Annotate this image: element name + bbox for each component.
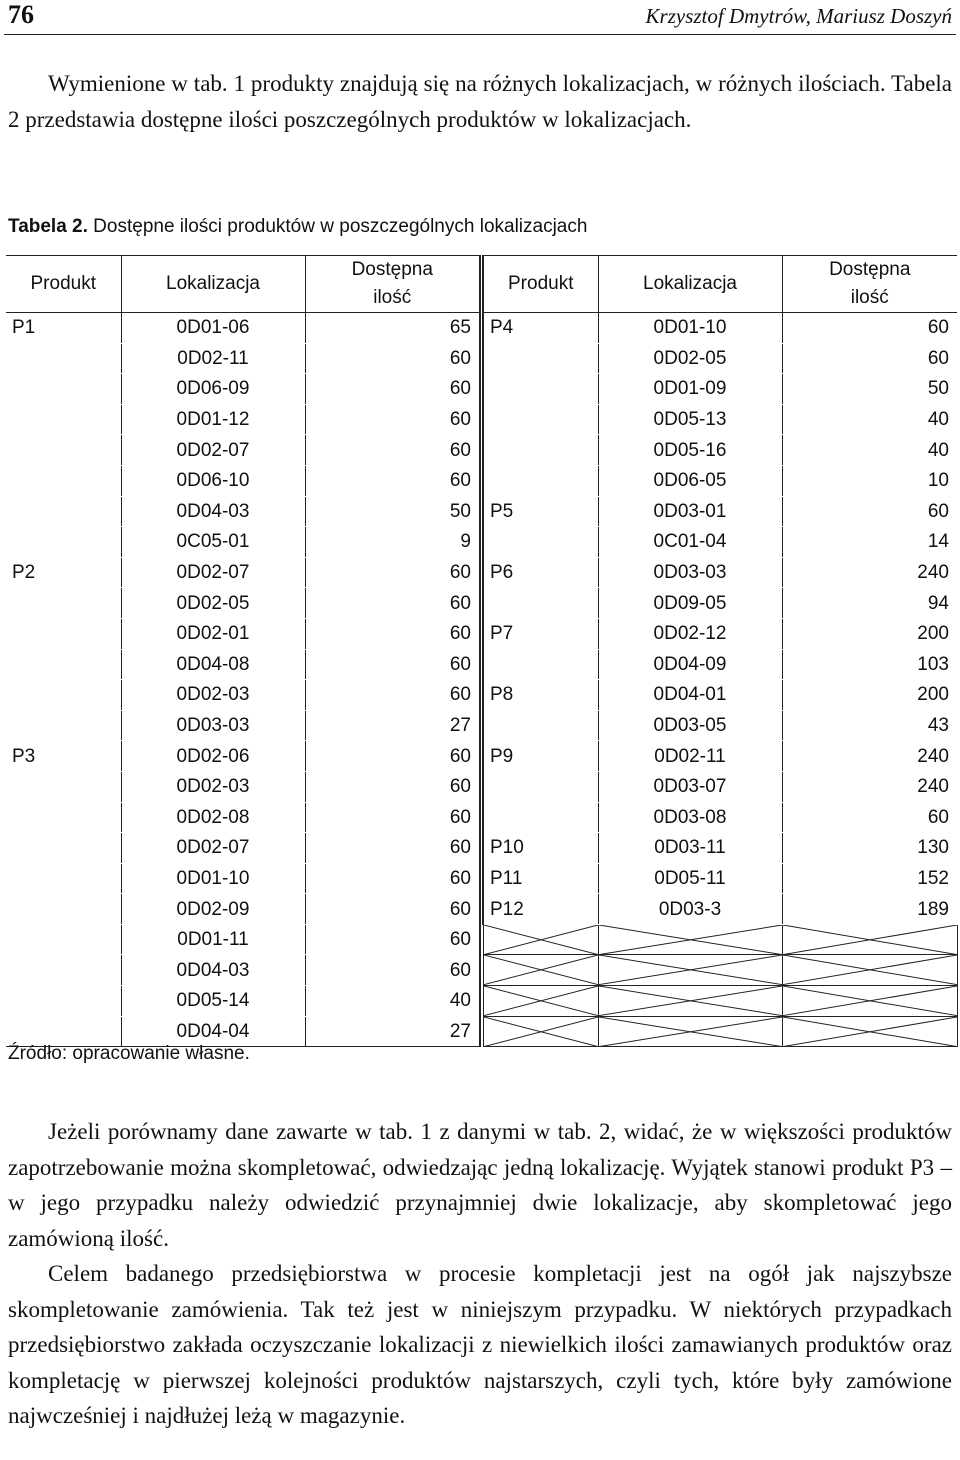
stock-table-right [482,255,958,1047]
cell-product [6,404,121,435]
header-quantity-line2: ilość [850,287,889,308]
table-row [483,802,957,833]
table-row [483,527,957,558]
body-paragraph-2: Celem badanego przedsiębiorstwa w procesie kompletacji jest na ogół jak najszybsze skompletowanie zamówienia. Tak też jest w niniejszym przypadku. W niektórych przypadkach przedsiębiorstwo zakłada oczyszczanie lokalizacji z niewielkich ilości zamawianych produktów oraz kompletację w pierwszej kolejności produktów najstarszych, czyli tych, które były zamówione najwcześniej i najdłużej leżą w magazynie. [8,1261,952,1428]
table-row [483,741,957,772]
page-number: 76 [8,0,34,29]
cell-product [6,986,121,1017]
cell-product: P9 [483,741,598,772]
cell-location: 0D06-09 [121,374,305,405]
cell-quantity: 27 [305,1016,480,1047]
cell-quantity: 60 [305,404,480,435]
cell-location: 0D01-10 [121,863,305,894]
cell-product: P7 [483,618,598,649]
table-row [6,557,480,588]
table-row [6,741,480,772]
cell-product [6,527,121,558]
empty-crossed-row [483,1016,957,1047]
cell-product [6,894,121,925]
cell-quantity: 60 [305,955,480,986]
table-body-right [483,313,957,1047]
table-row [6,802,480,833]
cell-product [483,588,598,619]
cell-location: 0D04-08 [121,649,305,680]
cell-location: 0D03-07 [598,771,782,802]
crossed-out-cell [483,1016,598,1047]
cell-location: 0D02-05 [121,588,305,619]
cell-location: 0D04-09 [598,649,782,680]
cross-mark-icon [484,955,598,985]
cell-location: 0D04-03 [121,496,305,527]
cell-product: P4 [483,313,598,344]
table-row [6,863,480,894]
table-row [483,649,957,680]
cell-quantity: 50 [782,374,957,405]
cross-mark-icon [599,955,782,985]
cell-product [6,496,121,527]
cell-quantity: 200 [782,618,957,649]
cell-product [483,435,598,466]
cell-quantity: 60 [305,588,480,619]
cell-quantity: 40 [782,404,957,435]
cell-quantity: 60 [305,924,480,955]
crossed-out-cell [598,955,782,986]
table-row [483,710,957,741]
table-header-row [483,256,957,313]
table-header-row [6,256,480,313]
cell-location: 0D03-05 [598,710,782,741]
table-row [483,313,957,344]
cell-quantity: 189 [782,894,957,925]
cell-quantity: 60 [782,496,957,527]
cell-location: 0D02-03 [121,680,305,711]
cell-quantity: 60 [305,833,480,864]
cell-product: P12 [483,894,598,925]
header-quantity-line1: Dostępna [829,259,911,280]
cross-mark-icon [484,1017,598,1047]
crossed-out-cell [483,924,598,955]
cell-product [6,649,121,680]
cell-quantity: 60 [305,802,480,833]
table-row [6,374,480,405]
table-row [6,496,480,527]
table-row [483,435,957,466]
cell-location: 0C01-04 [598,527,782,558]
cell-quantity: 60 [305,557,480,588]
table-row [6,435,480,466]
cell-product [6,710,121,741]
table-row [6,955,480,986]
cell-quantity: 60 [782,343,957,374]
cell-product [6,618,121,649]
cell-product [6,771,121,802]
cell-quantity: 130 [782,833,957,864]
table-caption [8,212,587,242]
header-quantity [305,256,480,313]
cell-product [6,924,121,955]
cross-mark-icon [599,1017,782,1047]
cross-mark-icon [599,925,782,955]
cross-mark-icon [783,955,957,985]
cell-location: 0D02-07 [121,557,305,588]
table-row [483,680,957,711]
crossed-out-cell [782,924,957,955]
cell-location: 0D05-11 [598,863,782,894]
table-row [483,496,957,527]
cell-quantity: 60 [305,435,480,466]
cell-quantity: 240 [782,741,957,772]
cell-product [6,833,121,864]
cell-product: P2 [6,557,121,588]
running-header-authors: Krzysztof Dmytrów, Mariusz Doszyń [645,4,952,28]
cell-location: 0D05-13 [598,404,782,435]
cell-location: 0C05-01 [121,527,305,558]
cell-location: 0D02-03 [121,771,305,802]
table-row [483,894,957,925]
cell-quantity: 60 [305,649,480,680]
table-row [6,465,480,496]
cell-quantity: 60 [305,343,480,374]
cell-product [6,680,121,711]
cell-product [483,374,598,405]
cell-quantity: 60 [782,802,957,833]
cell-product [483,771,598,802]
table-row [6,924,480,955]
cell-product [483,802,598,833]
header-quantity [782,256,957,313]
header-quantity-line2: ilość [373,287,412,308]
table-caption-text: Dostępne ilości produktów w poszczególnych lokalizacjach [87,216,588,237]
cell-quantity: 43 [782,710,957,741]
cell-product: P11 [483,863,598,894]
cell-product [6,435,121,466]
cell-product [483,404,598,435]
cell-location: 0D04-01 [598,680,782,711]
cell-product: P10 [483,833,598,864]
cell-quantity: 27 [305,710,480,741]
cross-mark-icon [484,986,598,1016]
cell-product [483,527,598,558]
cell-location: 0D05-14 [121,986,305,1017]
cell-product [483,649,598,680]
cell-location: 0D02-09 [121,894,305,925]
cell-product [6,863,121,894]
crossed-out-cell [598,986,782,1017]
cell-quantity: 10 [782,465,957,496]
table-row [483,618,957,649]
cell-location: 0D02-11 [598,741,782,772]
crossed-out-cell [782,986,957,1017]
cell-product [483,710,598,741]
table-row [483,557,957,588]
cell-location: 0D02-01 [121,618,305,649]
table-row [6,404,480,435]
cell-product: P8 [483,680,598,711]
cell-product: P3 [6,741,121,772]
cell-location: 0D03-11 [598,833,782,864]
table-row [6,833,480,864]
cell-quantity: 50 [305,496,480,527]
cell-quantity: 60 [305,741,480,772]
cell-location: 0D09-05 [598,588,782,619]
table-row [6,710,480,741]
table-row [6,771,480,802]
crossed-out-cell [598,924,782,955]
body-paragraphs [8,1114,952,1434]
cell-location: 0D04-03 [121,955,305,986]
cell-location: 0D01-10 [598,313,782,344]
cell-product [6,588,121,619]
cross-mark-icon [599,986,782,1016]
table-row [6,588,480,619]
table-row [483,588,957,619]
crossed-out-cell [483,955,598,986]
cell-location: 0D02-08 [121,802,305,833]
crossed-out-cell [782,955,957,986]
empty-crossed-row [483,955,957,986]
cell-location: 0D02-06 [121,741,305,772]
cell-quantity: 40 [782,435,957,466]
cell-quantity: 200 [782,680,957,711]
cell-quantity: 65 [305,313,480,344]
cell-quantity: 94 [782,588,957,619]
table-row [483,771,957,802]
cell-location: 0D05-16 [598,435,782,466]
cell-location: 0D03-3 [598,894,782,925]
cell-location: 0D02-12 [598,618,782,649]
cell-quantity: 60 [305,618,480,649]
cell-quantity: 103 [782,649,957,680]
cell-product [483,465,598,496]
table-row [6,649,480,680]
cell-product [6,802,121,833]
cell-product: P6 [483,557,598,588]
cell-quantity: 60 [305,894,480,925]
crossed-out-cell [598,1016,782,1047]
empty-crossed-row [483,986,957,1017]
cell-location: 0D01-09 [598,374,782,405]
cross-mark-icon [783,925,957,955]
table-row [483,343,957,374]
cell-quantity: 40 [305,986,480,1017]
cell-product: P1 [6,313,121,344]
stock-table-left [6,255,481,1047]
cell-quantity: 60 [305,680,480,711]
cell-location: 0D02-07 [121,833,305,864]
cell-product [6,343,121,374]
cell-location: 0D03-01 [598,496,782,527]
cell-quantity: 60 [305,465,480,496]
cell-location: 0D01-06 [121,313,305,344]
crossed-out-cell [483,986,598,1017]
cell-location: 0D06-10 [121,465,305,496]
table-row [6,343,480,374]
table-source-note: Źródło: opracowanie własne. [8,1043,250,1064]
cell-location: 0D02-11 [121,343,305,374]
cross-mark-icon [783,986,957,1016]
cell-quantity: 240 [782,771,957,802]
cell-quantity: 14 [782,527,957,558]
cell-quantity: 60 [305,863,480,894]
header-product: Produkt [6,256,121,313]
body-paragraph-1: Jeżeli porównamy dane zawarte w tab. 1 z danymi w tab. 2, widać, że w większości produktów zapotrzebowanie można skompletować, odwiedzając jedną lokalizację. Wyjątek stanowi produkt P3 – w jego przypadku należy odwiedzić przynajmniej dwie lokalizacje, aby skompletować jego zamówioną ilość. [8,1119,952,1251]
cell-location: 0D03-08 [598,802,782,833]
cell-location: 0D04-04 [121,1016,305,1047]
table-body-left [6,313,480,1047]
cell-quantity: 60 [305,374,480,405]
empty-crossed-row [483,924,957,955]
table-row [483,863,957,894]
cell-location: 0D01-11 [121,924,305,955]
cell-product: P5 [483,496,598,527]
cell-product [6,955,121,986]
table-row [6,894,480,925]
cell-product [6,465,121,496]
table-row [6,680,480,711]
cell-location: 0D01-12 [121,404,305,435]
table-row [6,313,480,344]
cell-product [483,343,598,374]
cell-location: 0D06-05 [598,465,782,496]
cell-location: 0D02-07 [121,435,305,466]
table-row [483,833,957,864]
cell-quantity: 60 [305,771,480,802]
cross-mark-icon [783,1017,957,1047]
header-product: Produkt [483,256,598,313]
header-location: Lokalizacja [598,256,782,313]
table-row [6,986,480,1017]
cell-location: 0D02-05 [598,343,782,374]
table-row [6,527,480,558]
cell-quantity: 60 [782,313,957,344]
cell-quantity: 152 [782,863,957,894]
table-row [6,618,480,649]
table-row [483,404,957,435]
page-header [4,0,956,35]
header-location: Lokalizacja [121,256,305,313]
table-caption-label: Tabela 2. [8,216,88,237]
intro-paragraph [8,66,952,137]
cell-location: 0D03-03 [598,557,782,588]
intro-text: Wymienione w tab. 1 produkty znajdują się na różnych lokalizacjach, w różnych ilościach. Tabela 2 przedstawia dostępne ilości poszczególnych produktów w lokalizacjach. [8,71,952,132]
cell-location: 0D03-03 [121,710,305,741]
cell-quantity: 240 [782,557,957,588]
cell-quantity: 9 [305,527,480,558]
cell-product [6,374,121,405]
header-quantity-line1: Dostępna [351,259,433,280]
table-row [483,465,957,496]
cross-mark-icon [484,925,598,955]
crossed-out-cell [782,1016,957,1047]
table-row [483,374,957,405]
